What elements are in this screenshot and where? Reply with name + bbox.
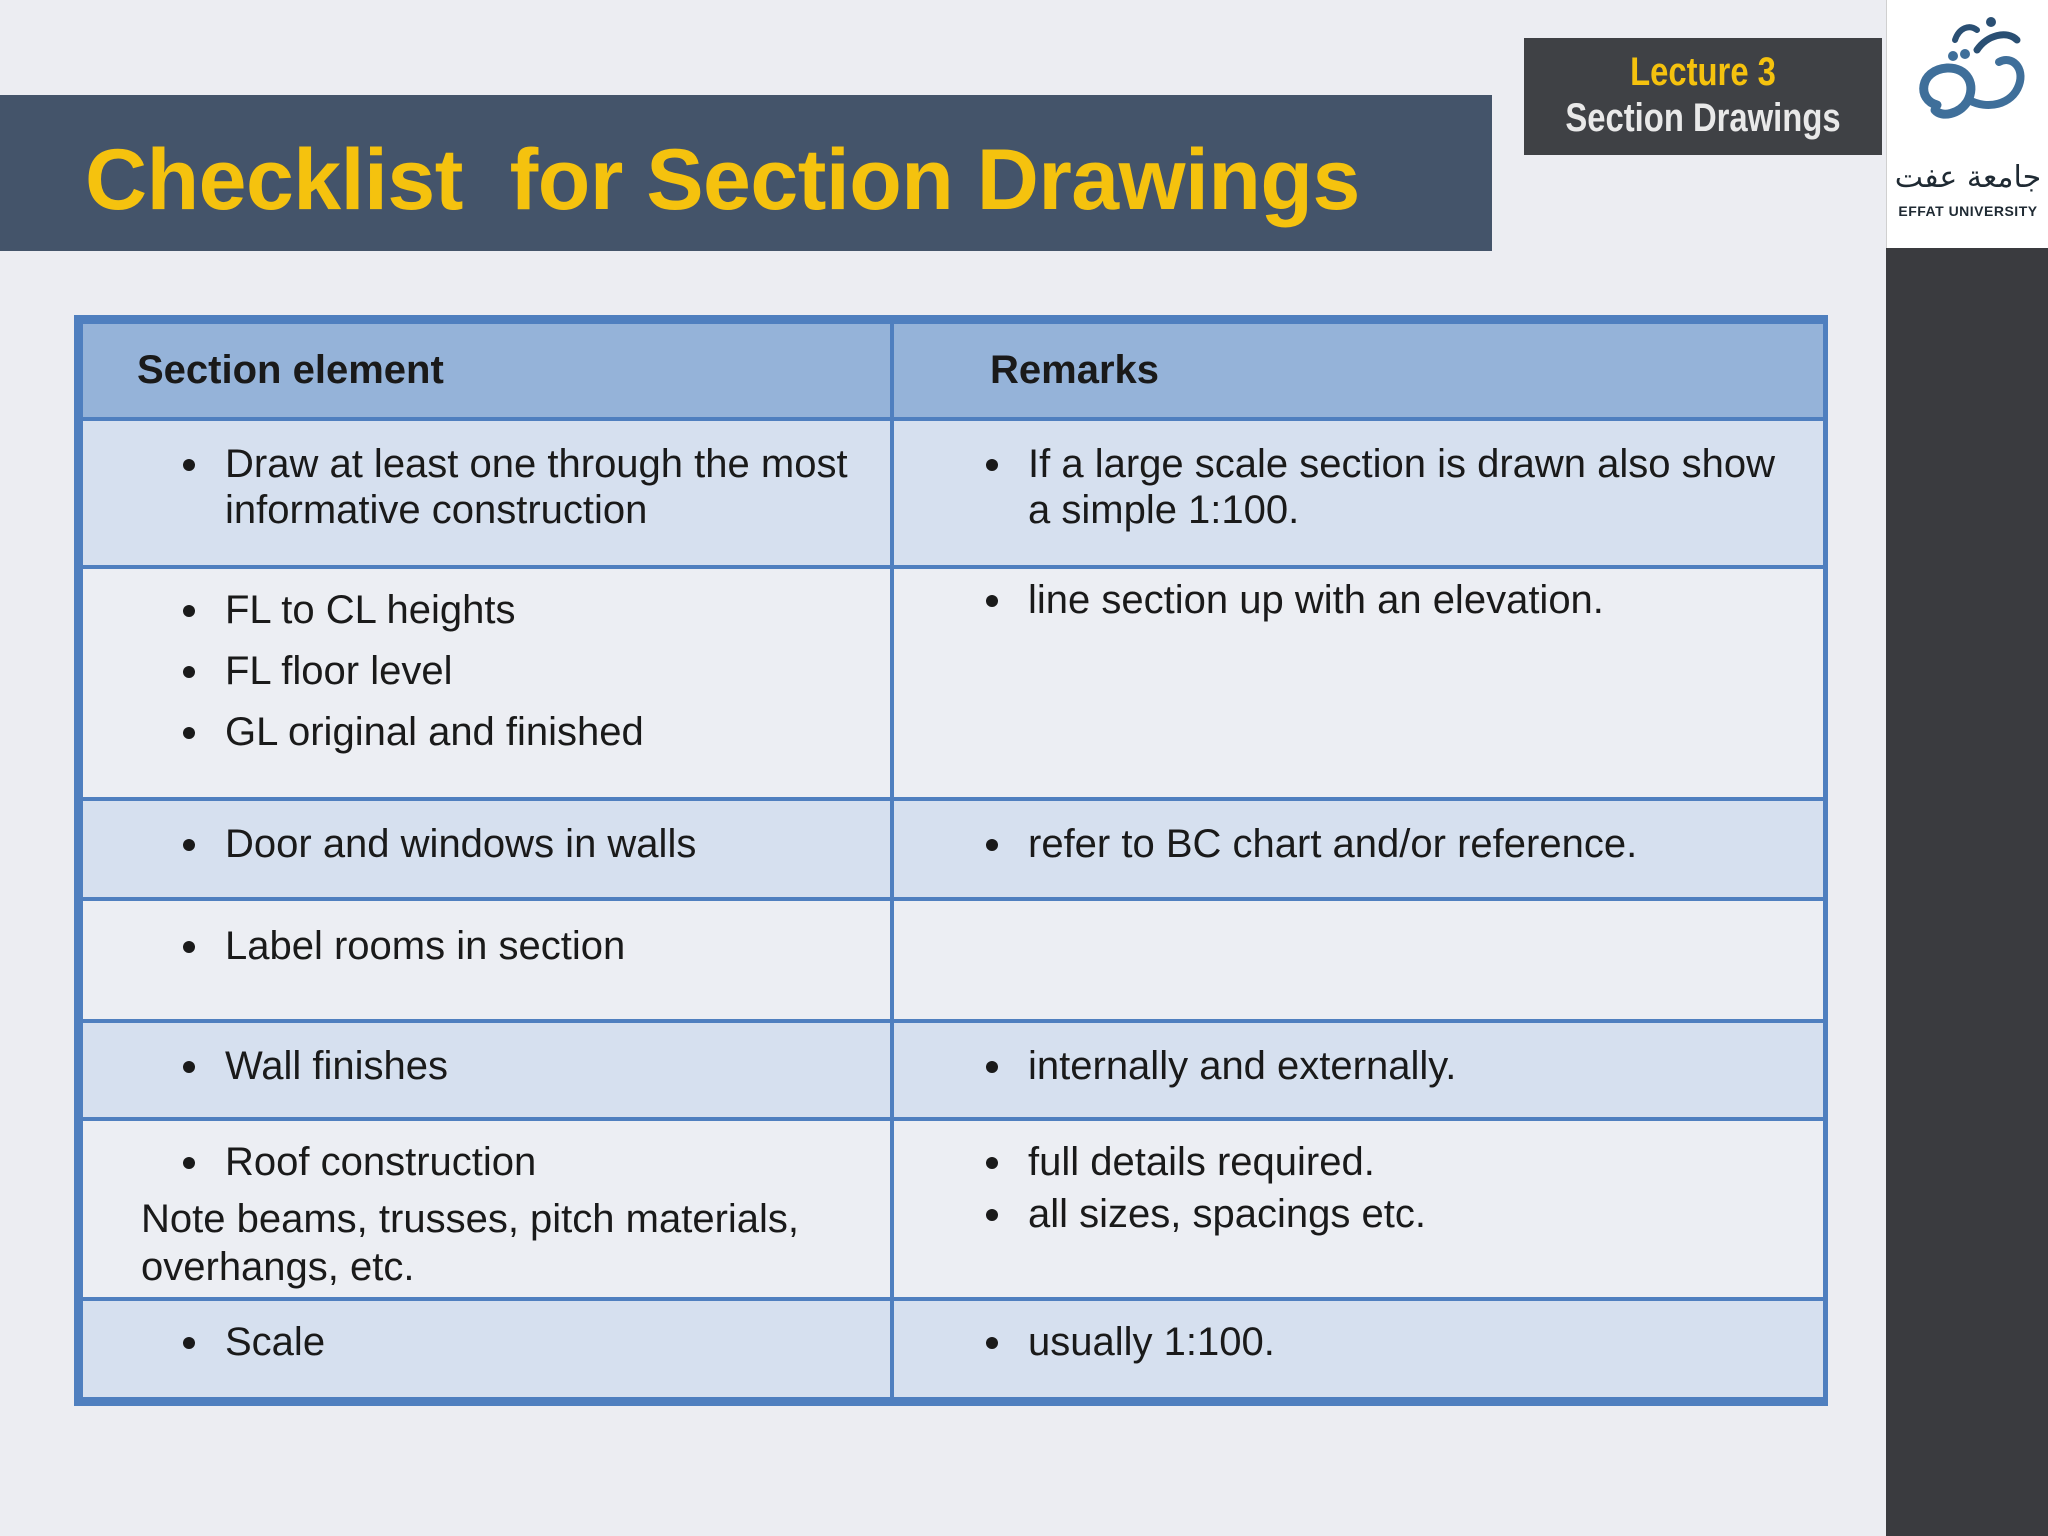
remarks-cell xyxy=(892,799,1825,899)
remarks-cell xyxy=(892,1299,1825,1399)
roof-note: Note beams, trusses, pitch materials, overhangs, etc. xyxy=(141,1196,800,1289)
table-row xyxy=(81,899,1825,1020)
list-item: Label rooms in section xyxy=(183,923,870,969)
element-cell xyxy=(81,567,892,799)
table-row xyxy=(81,567,1825,799)
remarks-cell xyxy=(892,1021,1825,1119)
logo-arabic-text: جامعة عفت xyxy=(1894,160,2042,195)
remarks-cell xyxy=(892,567,1825,799)
list-item: If a large scale section is drawn also show a simple 1:100. xyxy=(986,441,1803,533)
element-cell xyxy=(81,899,892,1020)
lecture-topic: Section Drawings xyxy=(1565,96,1841,140)
table-row xyxy=(81,1299,1825,1399)
remarks-cell-empty xyxy=(892,899,1825,1020)
list-item: FL to CL heights xyxy=(183,587,870,633)
lecture-label-box xyxy=(1524,38,1882,155)
table-header-row xyxy=(81,322,1825,419)
element-cell xyxy=(81,1299,892,1399)
element-cell xyxy=(81,799,892,899)
university-logo xyxy=(1886,0,2048,248)
logo-calligraphy-icon xyxy=(1907,10,2031,150)
list-item: internally and externally. xyxy=(986,1043,1803,1089)
list-item: full details required. xyxy=(986,1139,1803,1185)
table-row xyxy=(81,1119,1825,1299)
list-item: line section up with an elevation. xyxy=(986,577,1803,623)
list-item: Roof construction xyxy=(183,1139,880,1185)
element-cell xyxy=(81,1119,892,1299)
table-row xyxy=(81,419,1825,567)
column-header-remarks: Remarks xyxy=(892,322,1825,419)
element-cell xyxy=(81,1021,892,1119)
list-item: refer to BC chart and/or reference. xyxy=(986,821,1803,867)
list-item: all sizes, spacings etc. xyxy=(986,1191,1803,1237)
element-cell xyxy=(81,419,892,567)
list-item: usually 1:100. xyxy=(986,1319,1803,1365)
checklist-table xyxy=(74,315,1828,1406)
table-row xyxy=(81,799,1825,899)
logo-english-text: EFFAT UNIVERSITY xyxy=(1898,203,2038,219)
column-header-section-element: Section element xyxy=(81,322,892,419)
title-bar xyxy=(0,95,1492,251)
table-row xyxy=(81,1021,1825,1119)
remarks-cell xyxy=(892,1119,1825,1299)
list-item: Door and windows in walls xyxy=(183,821,870,867)
page-title: Checklist for Section Drawings xyxy=(85,132,1360,228)
lecture-number: Lecture 3 xyxy=(1630,50,1776,94)
list-item: Scale xyxy=(183,1319,870,1365)
list-item: GL original and finished xyxy=(183,709,870,755)
list-item: Wall finishes xyxy=(183,1043,870,1089)
list-item: FL floor level xyxy=(183,648,870,694)
remarks-cell xyxy=(892,419,1825,567)
list-item: Draw at least one through the most informative construction xyxy=(183,441,870,533)
